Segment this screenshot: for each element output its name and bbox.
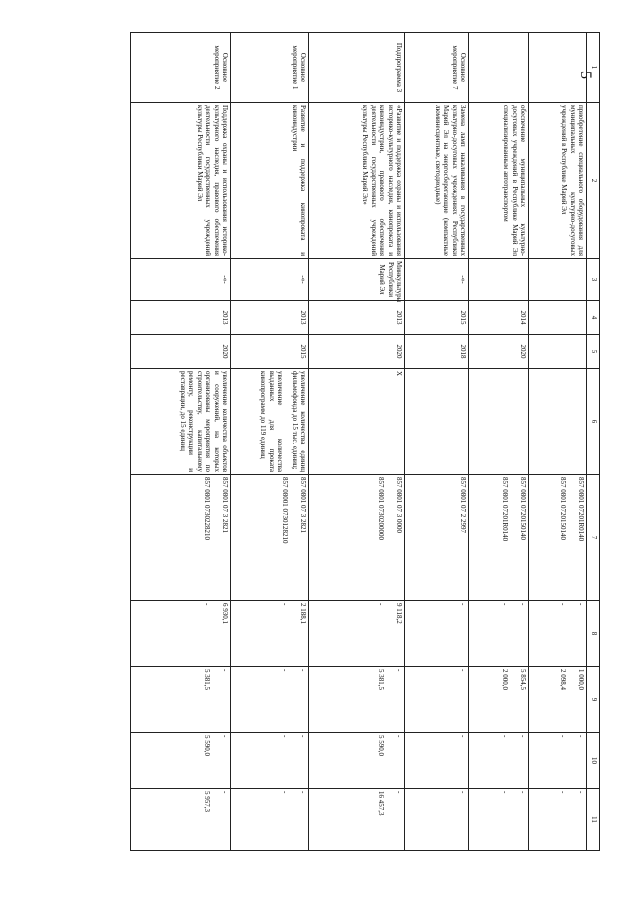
cell-line: - bbox=[221, 735, 229, 738]
cell-line: 6 930,1 bbox=[221, 603, 229, 624]
cell-line: - bbox=[500, 603, 509, 606]
cell-line: 5 381,5 bbox=[376, 669, 385, 690]
cell-c1: Основное мероприятие 2 bbox=[131, 33, 231, 103]
cell-line: 5 590,0 bbox=[202, 735, 211, 756]
cell-line: 16 457,3 bbox=[376, 791, 385, 816]
cell-c9 bbox=[529, 667, 587, 733]
cell-c10 bbox=[231, 733, 309, 789]
cell-line: увеличение количества объектов и сооружений, на которых организованы мероприятия по строительству, капитальному ремонту, реконструкции и реставрации, до 15 единиц bbox=[179, 371, 229, 472]
cell-line: - bbox=[376, 603, 385, 606]
cell-line: - bbox=[280, 791, 289, 794]
cell-c3 bbox=[529, 259, 587, 301]
cell-c2: «Развитие и поддержка охраны и использования историко-культурного наследия, кинопроката и киноиндустрии, правового обеспечения деятельности государственных учреждений культуры Республики Марий Эл» bbox=[309, 103, 405, 259]
cell-line: 5 381,5 bbox=[202, 669, 211, 690]
table-row bbox=[131, 33, 231, 851]
cell-c3 bbox=[469, 259, 529, 301]
table-row bbox=[405, 33, 469, 851]
cell-c5 bbox=[529, 335, 587, 369]
cell-line: - bbox=[202, 603, 211, 606]
cell-c2: Замена ламп накаливания в государственных культурно-досуговых учреждениях Республики Марий Эл на энергосберегающие (компактные люминесцентные, светодиодные) bbox=[405, 103, 469, 259]
cell-c9 bbox=[469, 667, 529, 733]
rotated-table-area bbox=[118, 32, 600, 850]
cell-line: 2 098,4 bbox=[558, 669, 567, 690]
cell-c10 bbox=[309, 733, 405, 789]
cell-line: - bbox=[280, 603, 289, 606]
cell-line: - bbox=[519, 735, 527, 738]
cell-line: - bbox=[221, 669, 229, 672]
cell-c8 bbox=[405, 601, 469, 667]
cell-c9 bbox=[405, 667, 469, 733]
cell-line: 5 957,3 bbox=[202, 791, 211, 812]
cell-c9 bbox=[309, 667, 405, 733]
cell-line: 5 590,0 bbox=[376, 735, 385, 756]
column-header: 1 bbox=[587, 33, 600, 103]
cell-line: 857 0801 07 2 2997 bbox=[459, 477, 467, 533]
cell-c10 bbox=[405, 733, 469, 789]
cell-line: увеличение количества единиц фильмофонда до 15 тыс. единиц; bbox=[290, 371, 307, 472]
cell-c5: 2020 bbox=[309, 335, 405, 369]
column-header: 6 bbox=[587, 369, 600, 475]
column-header: 11 bbox=[587, 789, 600, 851]
cell-c7 bbox=[231, 475, 309, 601]
cell-c5: 2020 bbox=[131, 335, 231, 369]
cell-line: - bbox=[459, 791, 467, 794]
column-header: 10 bbox=[587, 733, 600, 789]
cell-c3: -«- bbox=[405, 259, 469, 301]
cell-line: - bbox=[299, 791, 307, 794]
cell-line: - bbox=[459, 669, 467, 672]
cell-c3: -«- bbox=[231, 259, 309, 301]
cell-line: - bbox=[299, 735, 307, 738]
cell-c1 bbox=[469, 33, 529, 103]
cell-c2: Поддержка охраны и использования историко-культурного наследия, правового обеспечения деятельности государственных учреждений культуры Республики Марий Эл bbox=[131, 103, 231, 259]
cell-line: - bbox=[280, 669, 289, 672]
cell-c11 bbox=[309, 789, 405, 851]
cell-line: - bbox=[577, 603, 585, 606]
cell-c3: Минкультуры Республики Марий Эл bbox=[309, 259, 405, 301]
cell-c1: Основное мероприятие 1 bbox=[231, 33, 309, 103]
cell-c2: Развитие и поддержка кинопроката и киноиндустрии bbox=[231, 103, 309, 259]
column-header: 4 bbox=[587, 301, 600, 335]
cell-c6 bbox=[405, 369, 469, 475]
cell-c6: X bbox=[309, 369, 405, 475]
cell-line: - bbox=[500, 791, 509, 794]
cell-line: - bbox=[221, 791, 229, 794]
cell-c1 bbox=[529, 33, 587, 103]
cell-c9 bbox=[131, 667, 231, 733]
cell-line: 9 118,2 bbox=[395, 603, 403, 624]
cell-c11 bbox=[131, 789, 231, 851]
cell-c4: 2013 bbox=[309, 301, 405, 335]
table-row bbox=[231, 33, 309, 851]
cell-line: 2 188,1 bbox=[299, 603, 307, 624]
column-header: 8 bbox=[587, 601, 600, 667]
cell-line: - bbox=[280, 735, 289, 738]
cell-c7 bbox=[405, 475, 469, 601]
cell-line: 857 0801 07 3 2821 bbox=[299, 477, 307, 533]
cell-c6 bbox=[469, 369, 529, 475]
cell-line: 857 08001 0730128210 bbox=[280, 477, 289, 544]
cell-c10 bbox=[131, 733, 231, 789]
cell-line: - bbox=[395, 735, 403, 738]
cell-c10 bbox=[469, 733, 529, 789]
column-header: 9 bbox=[587, 667, 600, 733]
column-header: 7 bbox=[587, 475, 600, 601]
cell-line: 857 0801 0720150140 bbox=[519, 477, 527, 540]
cell-line: 2 000,0 bbox=[500, 669, 509, 690]
cell-line: - bbox=[577, 735, 585, 738]
cell-line: 857 0801 07 3 2821 bbox=[221, 477, 229, 533]
page-number: 5 bbox=[577, 71, 594, 79]
cell-line: 857 0801 07 3 0000 bbox=[395, 477, 403, 533]
cell-line: 857 0801 07201R0140 bbox=[577, 477, 585, 542]
cell-line: - bbox=[519, 791, 527, 794]
cell-c5: 2018 bbox=[405, 335, 469, 369]
column-header: 3 bbox=[587, 259, 600, 301]
table-row bbox=[469, 33, 529, 851]
column-header: 5 bbox=[587, 335, 600, 369]
cell-line: - bbox=[299, 669, 307, 672]
cell-line: 1 000,0 bbox=[577, 669, 585, 690]
cell-line: - bbox=[519, 603, 527, 606]
cell-c1: Подпрограмма 3 bbox=[309, 33, 405, 103]
cell-c4 bbox=[529, 301, 587, 335]
cell-c11 bbox=[529, 789, 587, 851]
cell-line: - bbox=[459, 603, 467, 606]
cell-c3: -«- bbox=[131, 259, 231, 301]
cell-c8 bbox=[309, 601, 405, 667]
cell-c7 bbox=[529, 475, 587, 601]
cell-c11 bbox=[231, 789, 309, 851]
cell-c7 bbox=[131, 475, 231, 601]
cell-line: - bbox=[558, 603, 567, 606]
table-row bbox=[309, 33, 405, 851]
table-body bbox=[131, 33, 587, 851]
cell-line: 5 854,5 bbox=[519, 669, 527, 690]
cell-line: - bbox=[395, 669, 403, 672]
cell-c6 bbox=[529, 369, 587, 475]
cell-c4: 2013 bbox=[131, 301, 231, 335]
cell-c7 bbox=[469, 475, 529, 601]
cell-c6 bbox=[231, 369, 309, 475]
cell-line: 857 0801 0720150140 bbox=[558, 477, 567, 540]
cell-line: - bbox=[577, 791, 585, 794]
cell-c10 bbox=[529, 733, 587, 789]
column-header: 2 bbox=[587, 103, 600, 259]
cell-c2: обеспечение муниципальных культурно-досуговых учреждений в Республике Марий Эл специализированным автотранспортом bbox=[469, 103, 529, 259]
cell-line: - bbox=[500, 735, 509, 738]
cell-line: увеличение количества выданных для проката кинопрограмм до 119 единиц bbox=[259, 371, 285, 472]
cell-line: 857 0801 0730228210 bbox=[202, 477, 211, 540]
cell-c4: 2014 bbox=[469, 301, 529, 335]
cell-c8 bbox=[529, 601, 587, 667]
cell-c8 bbox=[131, 601, 231, 667]
cell-c2: приобретение специального оборудования для муниципальных культурно-досуговых учреждений в Республике Марий Эл bbox=[529, 103, 587, 259]
cell-c5: 2015 bbox=[231, 335, 309, 369]
cell-line: - bbox=[558, 791, 567, 794]
table-row bbox=[529, 33, 587, 851]
cell-c1: Основное мероприятие 7 bbox=[405, 33, 469, 103]
cell-c4: 2013 bbox=[231, 301, 309, 335]
cell-c8 bbox=[469, 601, 529, 667]
cell-c11 bbox=[405, 789, 469, 851]
cell-line: - bbox=[558, 735, 567, 738]
cell-c4: 2015 bbox=[405, 301, 469, 335]
cell-c5: 2020 bbox=[469, 335, 529, 369]
cell-line: 857 0801 07201R0140 bbox=[500, 477, 509, 542]
cell-c11 bbox=[469, 789, 529, 851]
cell-c8 bbox=[231, 601, 309, 667]
cell-line: - bbox=[395, 791, 403, 794]
cell-c6 bbox=[131, 369, 231, 475]
cell-c9 bbox=[231, 667, 309, 733]
cell-line: 857 0801 0730200000 bbox=[376, 477, 385, 540]
cell-line: - bbox=[459, 735, 467, 738]
cell-c7 bbox=[309, 475, 405, 601]
budget-table bbox=[130, 32, 600, 851]
column-number-row bbox=[587, 33, 600, 851]
